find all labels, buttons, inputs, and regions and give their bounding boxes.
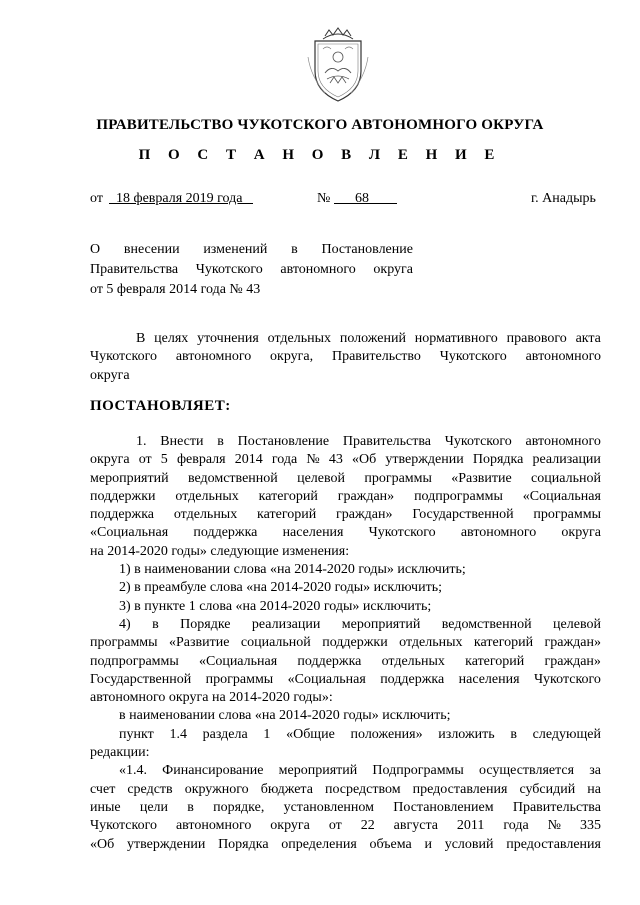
word: года bbox=[271, 452, 298, 468]
word: внесении bbox=[123, 242, 180, 257]
word: поддержка bbox=[297, 653, 362, 669]
word: граждан» bbox=[544, 653, 601, 669]
word: правового bbox=[506, 331, 567, 346]
word: на bbox=[587, 781, 601, 797]
body-line bbox=[90, 598, 601, 616]
word: поддержка bbox=[380, 671, 445, 687]
word: мероприятий bbox=[341, 616, 421, 632]
word: 1. bbox=[136, 434, 147, 449]
body-line bbox=[90, 524, 601, 542]
word: субсидий bbox=[519, 781, 576, 797]
word: «Социальная bbox=[522, 488, 601, 504]
word: «Об bbox=[90, 836, 115, 852]
word: населения bbox=[458, 671, 520, 687]
word: 2) в преамбуле слова «на 2014-2020 годы» исключить; bbox=[119, 580, 442, 596]
word: Постановлением bbox=[393, 799, 494, 815]
word: реализации bbox=[251, 616, 321, 632]
word: в bbox=[152, 616, 159, 632]
word: от bbox=[328, 818, 342, 834]
word: категорий bbox=[257, 507, 317, 523]
body-line bbox=[90, 762, 601, 780]
word: утверждении bbox=[385, 452, 464, 468]
subject-line bbox=[90, 240, 413, 260]
word: в bbox=[291, 242, 298, 257]
word: иные bbox=[90, 799, 121, 815]
word: «Социальная bbox=[90, 525, 169, 541]
body-line bbox=[90, 506, 601, 524]
word: нормативного bbox=[414, 331, 498, 346]
word: 1 bbox=[263, 726, 271, 742]
word: в наименовании слова «на 2014-2020 годы» исключить; bbox=[119, 708, 451, 724]
city: г. Анадырь bbox=[531, 191, 596, 206]
word: августа bbox=[393, 818, 438, 834]
word: в bbox=[187, 799, 194, 815]
word: объема bbox=[369, 836, 412, 852]
body-line bbox=[90, 543, 601, 561]
word: изложить bbox=[438, 726, 495, 742]
word: Порядка bbox=[218, 836, 269, 852]
word: акта bbox=[575, 331, 601, 346]
word: отдельных bbox=[399, 635, 463, 651]
word: Чукотского bbox=[90, 818, 157, 834]
word: счет bbox=[90, 781, 116, 797]
body-line bbox=[90, 817, 601, 835]
word: посредством bbox=[324, 781, 401, 797]
document-type-heading: П О С Т А Н О В Л Е Н И Е bbox=[138, 147, 502, 163]
word: Постановление bbox=[321, 242, 413, 257]
word: Правительства bbox=[342, 434, 432, 449]
word: автономного bbox=[175, 349, 252, 365]
word: 2011 bbox=[456, 818, 485, 834]
body-line bbox=[90, 433, 601, 451]
word: 22 bbox=[360, 818, 375, 834]
subject-line bbox=[90, 260, 413, 280]
body-line bbox=[90, 653, 601, 671]
subject-line bbox=[90, 280, 413, 300]
word: установленном bbox=[283, 799, 375, 815]
word: положения» bbox=[350, 726, 423, 742]
word: 3) в пункте 1 слова «на 2014-2020 годы» исключить; bbox=[119, 598, 432, 614]
word: пункт bbox=[119, 726, 154, 742]
word: уточнения bbox=[197, 331, 259, 346]
word: программы bbox=[533, 507, 601, 523]
word: граждан» bbox=[544, 635, 601, 651]
word: «Развитие bbox=[169, 635, 230, 651]
word: 1.4 bbox=[169, 726, 187, 742]
body-line bbox=[90, 634, 601, 652]
word: реализации bbox=[532, 452, 601, 468]
body-line bbox=[90, 488, 601, 506]
word: от 5 февраля 2014 года № 43 bbox=[90, 282, 261, 297]
word: О bbox=[90, 242, 101, 257]
word: «Об bbox=[352, 452, 377, 468]
chukotka-coat-of-arms-emblem bbox=[303, 27, 373, 107]
body-line bbox=[90, 561, 601, 579]
word: предоставления bbox=[412, 781, 508, 797]
word: Чукотского bbox=[195, 262, 263, 277]
body-line bbox=[90, 451, 601, 469]
word: средств bbox=[127, 781, 173, 797]
word: отдельных bbox=[173, 507, 238, 523]
word: подпрограммы bbox=[414, 488, 503, 504]
word: Чукотского bbox=[90, 349, 157, 365]
word: 2014 bbox=[234, 452, 263, 468]
word: социальной bbox=[531, 470, 601, 486]
word: «Социальная bbox=[287, 671, 366, 687]
body-line bbox=[90, 671, 601, 689]
word: Подпрограммы bbox=[372, 763, 464, 779]
word: округа, bbox=[270, 349, 314, 365]
word: автономного bbox=[280, 262, 356, 277]
body-line bbox=[90, 836, 601, 854]
word: категорий bbox=[473, 635, 534, 651]
date-prefix: от bbox=[90, 191, 103, 206]
word: Правительства bbox=[90, 262, 179, 277]
word: поддержки bbox=[90, 488, 156, 504]
word: 4) bbox=[119, 616, 131, 632]
word: 5 bbox=[160, 452, 168, 468]
word: подпрограммы bbox=[90, 653, 179, 669]
word: «Развитие bbox=[451, 470, 512, 486]
word: 1) в наименовании слова «на 2014-2020 годы» исключить; bbox=[119, 562, 466, 578]
word: округа bbox=[561, 525, 601, 541]
word: цели bbox=[139, 799, 169, 815]
word: отдельных bbox=[175, 488, 239, 504]
word: В bbox=[136, 331, 146, 346]
word: за bbox=[589, 763, 601, 779]
document-number: 68 bbox=[355, 191, 369, 206]
word: поддержка bbox=[90, 507, 155, 523]
word: автономного bbox=[525, 349, 601, 365]
word: осуществляется bbox=[479, 763, 575, 779]
document-body bbox=[90, 433, 601, 854]
word: Чукотского bbox=[439, 349, 507, 365]
word: года bbox=[503, 818, 529, 834]
word: округа bbox=[270, 818, 310, 834]
word: населения bbox=[282, 525, 344, 541]
word: Чукотского bbox=[444, 434, 512, 449]
word: округа bbox=[90, 452, 130, 468]
word: «Социальная bbox=[198, 653, 278, 669]
resolve-heading: ПОСТАНОВЛЯЕТ: bbox=[90, 398, 231, 414]
word: категорий bbox=[258, 488, 318, 504]
word: граждан» bbox=[337, 488, 395, 504]
word: поддержки bbox=[322, 635, 388, 651]
word: в bbox=[510, 726, 517, 742]
word: раздела bbox=[202, 726, 248, 742]
word: в bbox=[217, 434, 224, 449]
word: положений bbox=[339, 331, 406, 346]
word: округа bbox=[373, 262, 413, 277]
word: мероприятий bbox=[278, 763, 358, 779]
word: Постановление bbox=[237, 434, 330, 449]
government-title: ПРАВИТЕЛЬСТВО ЧУКОТСКОГО АВТОНОМНОГО ОКРУГА bbox=[96, 117, 544, 133]
preamble-line bbox=[90, 367, 601, 385]
word: Государственной bbox=[412, 507, 514, 523]
body-line bbox=[90, 799, 601, 817]
word: 43 bbox=[328, 452, 343, 468]
word: Правительства bbox=[512, 799, 601, 815]
word: округа bbox=[90, 367, 130, 383]
word: порядке, bbox=[213, 799, 265, 815]
document-subject bbox=[90, 240, 413, 300]
word: Чукотского bbox=[368, 525, 436, 541]
word: 335 bbox=[579, 818, 601, 834]
word: следующей bbox=[532, 726, 601, 742]
word: от bbox=[138, 452, 152, 468]
word: Внести bbox=[160, 434, 204, 449]
word: программы bbox=[205, 671, 274, 687]
word: автономного bbox=[525, 434, 601, 449]
word: бюджета bbox=[260, 781, 313, 797]
word: февраля bbox=[176, 452, 226, 468]
number-label: № bbox=[317, 191, 331, 206]
word: № bbox=[547, 818, 561, 834]
word: «Общие bbox=[286, 726, 335, 742]
word: Чукотского bbox=[533, 671, 601, 687]
word: ведомственной bbox=[187, 470, 278, 486]
word: мероприятий bbox=[90, 470, 169, 486]
word: Порядке bbox=[180, 616, 231, 632]
word: целевой bbox=[297, 470, 346, 486]
word: Порядка bbox=[472, 452, 524, 468]
preamble-line bbox=[90, 348, 601, 366]
body-line bbox=[90, 579, 601, 597]
word: редакции: bbox=[90, 745, 150, 761]
word: окружного bbox=[184, 781, 249, 797]
body-line bbox=[90, 707, 601, 725]
word: предоставления bbox=[506, 836, 601, 852]
word: отдельных bbox=[381, 653, 445, 669]
word: Государственной bbox=[90, 671, 192, 687]
body-line bbox=[90, 726, 601, 744]
preamble-line bbox=[90, 330, 601, 348]
word: ведомственной bbox=[441, 616, 532, 632]
word: Правительство bbox=[331, 349, 421, 365]
word: целевой bbox=[553, 616, 601, 632]
word: поддержка bbox=[193, 525, 258, 541]
word: Финансирование bbox=[162, 763, 264, 779]
word: условий bbox=[444, 836, 494, 852]
word: автономного округа на 2014-2020 годы»: bbox=[90, 690, 333, 706]
body-line bbox=[90, 470, 601, 488]
body-line bbox=[90, 689, 601, 707]
body-line bbox=[90, 744, 601, 762]
word: автономного bbox=[460, 525, 537, 541]
preamble bbox=[90, 330, 601, 385]
word: отдельных bbox=[267, 331, 332, 346]
word: автономного bbox=[175, 818, 252, 834]
word: на 2014-2020 годы» следующие изменения: bbox=[90, 543, 350, 559]
word: граждан» bbox=[336, 507, 393, 523]
word: категорий bbox=[465, 653, 525, 669]
word: утверждении bbox=[126, 836, 206, 852]
body-line bbox=[90, 616, 601, 634]
word: целях bbox=[154, 331, 189, 346]
word: «1.4. bbox=[119, 763, 147, 779]
word: № bbox=[306, 452, 320, 468]
body-line bbox=[90, 781, 601, 799]
document-date: 18 февраля 2019 года bbox=[116, 191, 243, 206]
word: социальной bbox=[240, 635, 311, 651]
word: изменений bbox=[203, 242, 268, 257]
word: программы bbox=[364, 470, 432, 486]
word: определения bbox=[281, 836, 357, 852]
word: программы bbox=[90, 635, 158, 651]
word: и bbox=[424, 836, 432, 852]
